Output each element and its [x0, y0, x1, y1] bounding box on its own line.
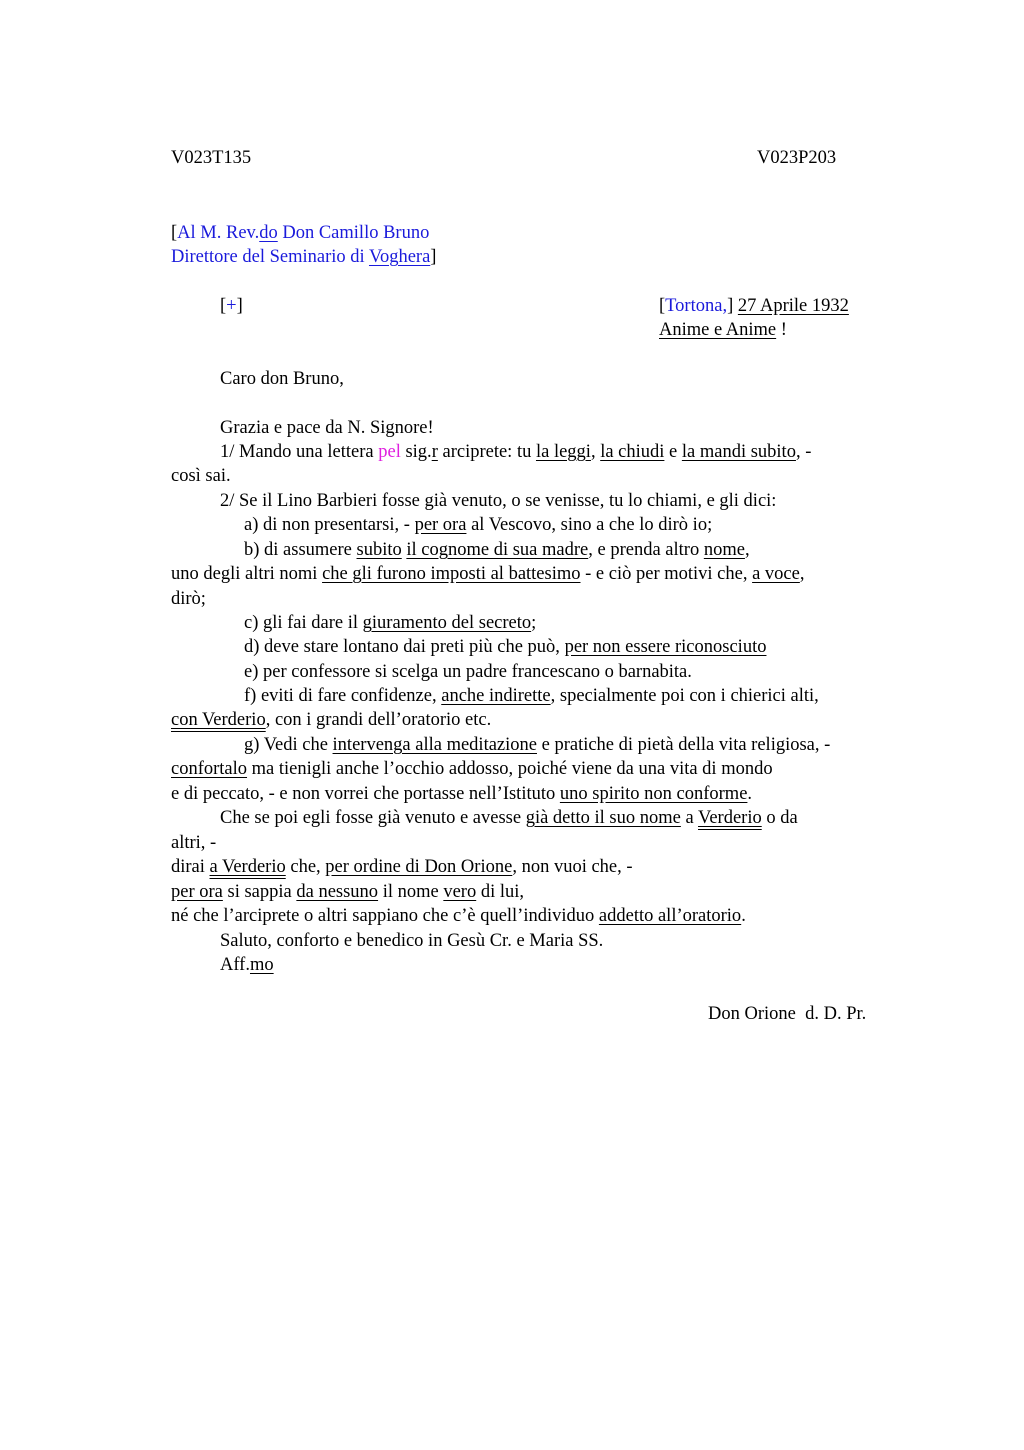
- paragraph-1-line-1: 1/ Mando una lettera pel sig.r arciprete: tu la leggi, la chiudi e la mandi subito, -: [220, 442, 812, 462]
- closing-line: Saluto, conforto e benedico in Gesù Cr. e Maria SS.: [220, 931, 604, 951]
- paragraph-3-line-5: né che l’arciprete o altri sappiano che c’è quell’individuo addetto all’oratorio.: [171, 906, 746, 926]
- item-f-line-2: con Verderio, con i grandi dell’oratorio etc.: [171, 710, 492, 730]
- item-a: a) di non presentarsi, - per ora al Vescovo, sino a che lo dirò io;: [244, 515, 713, 535]
- item-d: d) deve stare lontano dai preti più che può, per non essere riconosciuto: [244, 637, 767, 657]
- item-b-line-3: dirò;: [171, 589, 206, 609]
- item-b-line-1: b) di assumere subito il cognome di sua madre, e prenda altro nome,: [244, 540, 750, 560]
- item-g-line-1: g) Vedi che intervenga alla meditazione e pratiche di pietà della vita religiosa, -: [244, 735, 831, 755]
- header-left-code: V023T135: [171, 148, 252, 168]
- addressee-line-2: Direttore del Seminario di Voghera]: [171, 247, 437, 267]
- addressee-line-1: [Al M. Rev.do Don Camillo Bruno: [171, 223, 430, 243]
- item-g-line-2: confortalo ma tienigli anche l’occhio addosso, poiché viene da una vita di mondo: [171, 759, 773, 779]
- item-b-line-2: uno degli altri nomi che gli furono imposti al battesimo - e ciò per motivi che, a voce,: [171, 564, 805, 584]
- dateline: [Tortona,] 27 Aprile 1932: [659, 296, 849, 316]
- greeting: Caro don Bruno,: [220, 369, 344, 389]
- item-f-line-1: f) eviti di fare confidenze, anche indirette, specialmente poi con i chierici alti,: [244, 686, 819, 706]
- item-c: c) gli fai dare il giuramento del secreto;: [244, 613, 537, 633]
- blessing: Grazia e pace da N. Signore!: [220, 418, 434, 438]
- item-e: e) per confessore si scelga un padre francescano o barnabita.: [244, 662, 692, 682]
- paragraph-3-line-4: per ora si sappia da nessuno il nome vero di lui,: [171, 882, 524, 902]
- motto: Anime e Anime !: [659, 320, 787, 340]
- paragraph-2: 2/ Se il Lino Barbieri fosse già venuto, o se venisse, tu lo chiami, e gli dici:: [220, 491, 777, 511]
- signature: Don Orione d. D. Pr.: [708, 1004, 867, 1024]
- item-g-line-3: e di peccato, - e non vorrei che portasse nell’Istituto uno spirito non conforme.: [171, 784, 753, 804]
- paragraph-3-line-3: dirai a Verderio che, per ordine di Don Orione, non vuoi che, -: [171, 857, 633, 877]
- affectionate: Aff.mo: [220, 955, 274, 975]
- paragraph-1-line-2: così sai.: [171, 466, 231, 486]
- cross-mark: [+]: [220, 296, 243, 316]
- header-right-code: V023P203: [757, 148, 837, 168]
- paragraph-3-line-1: Che se poi egli fosse già venuto e avesse già detto il suo nome a Verderio o da: [220, 808, 798, 828]
- paragraph-3-line-2: altri, -: [171, 833, 217, 853]
